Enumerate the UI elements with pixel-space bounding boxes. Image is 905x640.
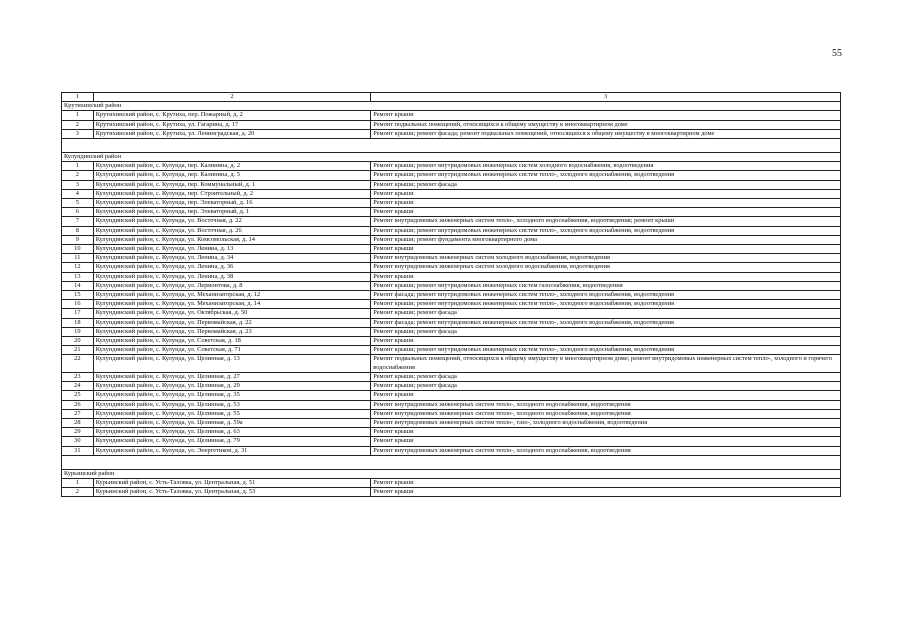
address-cell: Кулундинский район, с. Кулунда, ул. Целинная, д. 79: [93, 437, 371, 446]
table-row: [62, 180, 841, 189]
table-row: [62, 272, 841, 281]
row-number: 3: [62, 129, 94, 138]
address-cell: Кулундинский район, с. Кулунда, ул. Восточная, д. 26: [93, 226, 371, 235]
works-cell: Ремонт крыши: [371, 337, 841, 346]
section-spacer: [62, 139, 841, 153]
works-cell: Ремонт крыши: [371, 245, 841, 254]
table-row: [62, 281, 841, 290]
district-row: [62, 102, 841, 111]
row-number: 31: [62, 446, 94, 455]
table-row: [62, 120, 841, 129]
address-cell: Кулундинский район, с. Кулунда, ул. Ленина, д. 13: [93, 245, 371, 254]
row-number: 6: [62, 208, 94, 217]
table-row: [62, 199, 841, 208]
row-number: 5: [62, 199, 94, 208]
works-cell: Ремонт крыши; ремонт фасада; ремонт подвальных помещений, относящихся к общему имуществу в многоквартирном доме: [371, 129, 841, 138]
works-cell: Ремонт подвальных помещений, относящихся к общему имуществу в многоквартирном доме; ремонт внутридомовых инженерных систем тепло-, холодного и горячего водоснабжения: [371, 355, 841, 372]
works-cell: Ремонт внутридомовых инженерных систем тепло-, холодного водоснабжения, водоотведения: [371, 400, 841, 409]
table-row: [62, 162, 841, 171]
row-number: 24: [62, 382, 94, 391]
row-number: 10: [62, 245, 94, 254]
repair-schedule-table: [61, 92, 841, 497]
address-cell: Кулундинский район, с. Кулунда, ул. Советская, д. 18: [93, 337, 371, 346]
table-row: [62, 309, 841, 318]
district-name: Курьинский район: [62, 469, 841, 478]
row-number: 14: [62, 281, 94, 290]
table-row: [62, 235, 841, 244]
row-number: 13: [62, 272, 94, 281]
works-cell: Ремонт крыши; ремонт фундамента многоквартирного дома: [371, 235, 841, 244]
page-number: 55: [832, 48, 842, 59]
table-row: [62, 478, 841, 487]
address-cell: Кулундинский район, с. Кулунда, ул. Первомайская, д. 22: [93, 318, 371, 327]
table-row: [62, 208, 841, 217]
row-number: 7: [62, 217, 94, 226]
works-cell: Ремонт крыши; ремонт внутридомовых инженерных систем тепло-, холодного водоснабжения, водоотведения: [371, 226, 841, 235]
works-cell: Ремонт крыши: [371, 478, 841, 487]
works-cell: Ремонт фасада; ремонт внутридомовых инженерных систем тепло-, холодного водоснабжения, водоотведения: [371, 291, 841, 300]
address-cell: Кулундинский район, с. Кулунда, ул. Энергетиков, д. 31: [93, 446, 371, 455]
works-cell: Ремонт крыши; ремонт фасада: [371, 309, 841, 318]
table-row: [62, 254, 841, 263]
works-cell: Ремонт крыши: [371, 488, 841, 497]
works-cell: Ремонт внутридомовых инженерных систем тепло-, холодного водоснабжения, водоотведения: [371, 409, 841, 418]
table-row: [62, 327, 841, 336]
row-number: 12: [62, 263, 94, 272]
works-cell: Ремонт подвальных помещений, относящихся к общему имуществу в многоквартирном доме: [371, 120, 841, 129]
row-number: 28: [62, 418, 94, 427]
district-name: Крутихинский район: [62, 102, 841, 111]
address-cell: Крутихинский район, с. Крутиха, ул. Ленинградская, д. 20: [93, 129, 371, 138]
works-cell: Ремонт крыши: [371, 199, 841, 208]
works-cell: Ремонт крыши; ремонт внутридомовых инженерных систем холодного водоснабжения, водоотведения: [371, 162, 841, 171]
works-cell: Ремонт крыши: [371, 111, 841, 120]
address-cell: Курьинский район, с. Усть-Таловка, ул. Центральная, д. 53: [93, 488, 371, 497]
table-row: [62, 129, 841, 138]
address-cell: Кулундинский район, с. Кулунда, ул. Октябрьская, д. 50: [93, 309, 371, 318]
address-cell: Кулундинский район, с. Кулунда, ул. Механизаторская, д. 12: [93, 291, 371, 300]
address-cell: Кулундинский район, с. Кулунда, пер. Строительный, д. 2: [93, 189, 371, 198]
address-cell: Кулундинский район, с. Кулунда, пер. Калинина, д. 5: [93, 171, 371, 180]
works-cell: Ремонт внутридомовых инженерных систем тепло-, холодного водоснабжения, водоотведения; ремонт крыши: [371, 217, 841, 226]
row-number: 8: [62, 226, 94, 235]
row-number: 15: [62, 291, 94, 300]
address-cell: Кулундинский район, с. Кулунда, ул. Механизаторская, д. 14: [93, 300, 371, 309]
table-row: [62, 217, 841, 226]
address-cell: Кулундинский район, с. Кулунда, ул. Целинная, д. 35: [93, 391, 371, 400]
works-cell: Ремонт крыши; ремонт фасада: [371, 382, 841, 391]
address-cell: Кулундинский район, с. Кулунда, пер. Элеваторный, д. 1: [93, 208, 371, 217]
row-number: 16: [62, 300, 94, 309]
table-row: [62, 226, 841, 235]
works-cell: Ремонт внутридомовых инженерных систем тепло-, холодного водоснабжения, водоотведения: [371, 446, 841, 455]
works-cell: Ремонт фасада; ремонт внутридомовых инженерных систем тепло-, холодного водоснабжения, водоотведения: [371, 318, 841, 327]
works-cell: Ремонт крыши; ремонт внутридомовых инженерных систем газоснабжения, водоотведения: [371, 281, 841, 290]
table-row: [62, 189, 841, 198]
works-cell: Ремонт крыши; ремонт фасада: [371, 327, 841, 336]
address-cell: Кулундинский район, с. Кулунда, ул. Целинная, д. 27: [93, 372, 371, 381]
address-cell: Кулундинский район, с. Кулунда, ул. Целинная, д. 29: [93, 382, 371, 391]
table-row: [62, 437, 841, 446]
row-number: 26: [62, 400, 94, 409]
row-number: 17: [62, 309, 94, 318]
works-cell: Ремонт внутридомовых инженерных систем тепло-, газо-, холодного водоснабжения, водоотведения: [371, 418, 841, 427]
table-row: [62, 245, 841, 254]
address-cell: Кулундинский район, с. Кулунда, ул. Ленина, д. 38: [93, 272, 371, 281]
row-number: 19: [62, 327, 94, 336]
address-cell: Кулундинский район, с. Кулунда, ул. Комсомольская, д. 14: [93, 235, 371, 244]
row-number: 2: [62, 120, 94, 129]
table-row: [62, 418, 841, 427]
table-row: [62, 171, 841, 180]
table-row: [62, 488, 841, 497]
row-number: 23: [62, 372, 94, 381]
table-row: [62, 337, 841, 346]
works-cell: Ремонт крыши: [371, 428, 841, 437]
works-cell: Ремонт крыши; ремонт фасада: [371, 372, 841, 381]
works-cell: Ремонт крыши; ремонт внутридомовых инженерных систем тепло-, холодного водоснабжения, водоотведения: [371, 346, 841, 355]
table-row: [62, 318, 841, 327]
works-cell: Ремонт крыши; ремонт внутридомовых инженерных систем тепло-, холодного водоснабжения, водоотведения: [371, 171, 841, 180]
header-col-2: 2: [93, 93, 371, 102]
works-cell: Ремонт крыши: [371, 189, 841, 198]
address-cell: Курьинский район, с. Усть-Таловка, ул. Центральная, д. 51: [93, 478, 371, 487]
row-number: 3: [62, 180, 94, 189]
address-cell: Кулундинский район, с. Кулунда, ул. Лермонтова, д. 8: [93, 281, 371, 290]
works-cell: Ремонт крыши: [371, 391, 841, 400]
row-number: 4: [62, 189, 94, 198]
address-cell: Кулундинский район, с. Кулунда, ул. Целинная, д. 63: [93, 428, 371, 437]
header-col-3: 3: [371, 93, 841, 102]
works-cell: Ремонт крыши; ремонт внутридомовых инженерных систем тепло-, холодного водоснабжения, водоотведения: [371, 300, 841, 309]
table-row: [62, 391, 841, 400]
works-cell: Ремонт внутридомовых инженерных систем холодного водоснабжения, водоотведения: [371, 263, 841, 272]
address-cell: Кулундинский район, с. Кулунда, ул. Целинная, д. 13: [93, 355, 371, 372]
row-number: 18: [62, 318, 94, 327]
row-number: 21: [62, 346, 94, 355]
row-number: 20: [62, 337, 94, 346]
address-cell: Кулундинский район, с. Кулунда, ул. Советская, д. 71: [93, 346, 371, 355]
row-number: 27: [62, 409, 94, 418]
district-name: Кулундинский район: [62, 153, 841, 162]
row-number: 1: [62, 478, 94, 487]
table-row: [62, 263, 841, 272]
address-cell: Кулундинский район, с. Кулунда, пер. Элеваторный, д. 16: [93, 199, 371, 208]
works-cell: Ремонт крыши: [371, 208, 841, 217]
table-row: [62, 382, 841, 391]
row-number: 11: [62, 254, 94, 263]
works-cell: Ремонт внутридомовых инженерных систем холодного водоснабжения, водоотведения: [371, 254, 841, 263]
address-cell: Кулундинский район, с. Кулунда, ул. Ленина, д. 36: [93, 263, 371, 272]
address-cell: Кулундинский район, с. Кулунда, ул. Целинная, д. 55: [93, 409, 371, 418]
row-number: 1: [62, 111, 94, 120]
table-row: [62, 409, 841, 418]
row-number: 2: [62, 488, 94, 497]
row-number: 1: [62, 162, 94, 171]
row-number: 2: [62, 171, 94, 180]
table-row: [62, 446, 841, 455]
table-row: [62, 400, 841, 409]
works-cell: Ремонт крыши; ремонт фасада: [371, 180, 841, 189]
table-row: [62, 291, 841, 300]
address-cell: Кулундинский район, с. Кулунда, ул. Ленина, д. 34: [93, 254, 371, 263]
row-number: 29: [62, 428, 94, 437]
works-cell: Ремонт крыши: [371, 437, 841, 446]
table-row: [62, 346, 841, 355]
row-number: 25: [62, 391, 94, 400]
works-cell: Ремонт крыши: [371, 272, 841, 281]
district-row: [62, 469, 841, 478]
address-cell: Кулундинский район, с. Кулунда, пер. Коммунальный, д. 1: [93, 180, 371, 189]
table-header-row: [62, 93, 841, 102]
row-number: 22: [62, 355, 94, 372]
address-cell: Крутихинский район, с. Крутиха, ул. Гагарина, д. 17: [93, 120, 371, 129]
spacer-cell: [62, 455, 841, 469]
address-cell: Кулундинский район, с. Кулунда, ул. Восточная, д. 22: [93, 217, 371, 226]
row-number: 9: [62, 235, 94, 244]
district-row: [62, 153, 841, 162]
table-row: [62, 300, 841, 309]
row-number: 30: [62, 437, 94, 446]
table-row: [62, 372, 841, 381]
address-cell: Кулундинский район, с. Кулунда, ул. Первомайская, д. 23: [93, 327, 371, 336]
section-spacer: [62, 455, 841, 469]
address-cell: Кулундинский район, с. Кулунда, ул. Целинная, д. 53: [93, 400, 371, 409]
header-col-1: 1: [62, 93, 94, 102]
table-row: [62, 355, 841, 372]
spacer-cell: [62, 139, 841, 153]
table-row: [62, 111, 841, 120]
table-row: [62, 428, 841, 437]
address-cell: Кулундинский район, с. Кулунда, ул. Целинная, д. 59а: [93, 418, 371, 427]
address-cell: Крутихинский район, с. Крутиха, пер. Пожарный, д. 2: [93, 111, 371, 120]
address-cell: Кулундинский район, с. Кулунда, пер. Калинина, д. 2: [93, 162, 371, 171]
